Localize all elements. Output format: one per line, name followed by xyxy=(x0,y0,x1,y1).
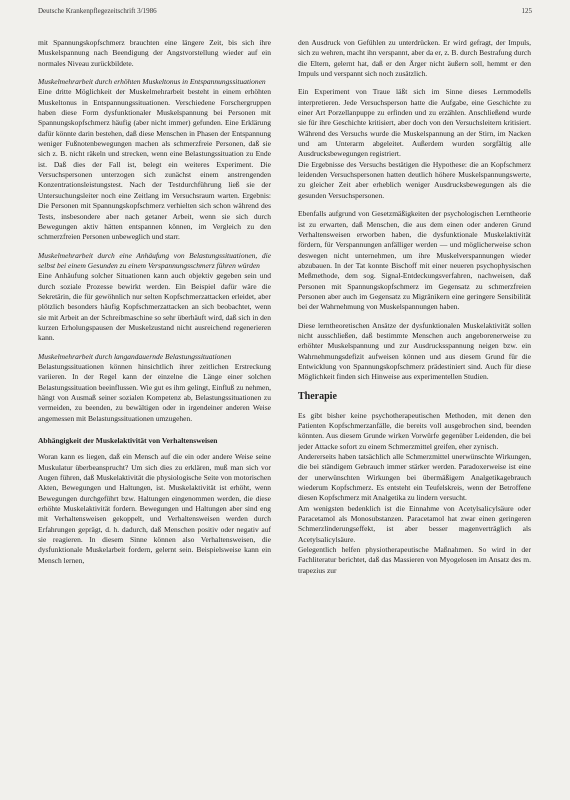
paragraph-gap xyxy=(298,313,531,321)
subheading: Muskelmehrarbeit durch langandauernde Belastungssituationen xyxy=(38,351,232,361)
paragraph-gap xyxy=(298,79,531,87)
section-title: Therapie xyxy=(298,390,337,402)
subheading: Muskelmehrarbeit durch eine Anhäufung von Belastungssituationen, die selbst bei einem Gesunden zu einem Verspannungsschmerz führen würden xyxy=(38,250,271,270)
paragraph-gap xyxy=(38,344,271,352)
body-paragraph: Die Ergebnisse des Versuchs bestätigen die Hypothese: die an Kopfschmerz leidenden Versuchspersonen hatten deutlich höhere Muskelspannungswerte, zu gleicher Zeit aber erheblich weniger Ausdrucksbewegungen als die gesunden Versuchspersonen. xyxy=(298,159,531,200)
journal-title: Deutsche Krankenpflegezeitschrift 3/1986 xyxy=(38,7,157,15)
section-heading: Abhängigkeit der Muskelaktivität von Verhaltensweisen xyxy=(38,436,218,446)
paragraph-gap xyxy=(38,243,271,251)
running-head xyxy=(38,7,532,15)
paragraph-gap xyxy=(38,69,271,77)
body-paragraph: Gelegentlich helfen physiotherapeutische Maßnahmen. So wird in der Fachliteratur berichtet, daß das Massieren von Myogelosen im Ansatz des m. trapezius zur xyxy=(298,545,531,575)
body-paragraph: Belastungssituationen können hinsichtlich ihrer zeitlichen Erstreckung variieren. In der Regel kann der einzelne die Länge einer solchen Belastungssituation beeinflussen. Wie gut es ihm gelingt, Einfluß zu nehmen, hängt von Ausmaß seiner sozialen Kompetenz ab, Belastungssituationen zu vermeiden, zu beenden, zu bewältigen oder in irgendeiner anderen Weise angemessen mit Belastungssituationen umzugehen. xyxy=(38,361,271,423)
subheading: Muskelmehrarbeit durch erhöhten Muskeltonus in Entspannungssituationen xyxy=(38,77,266,87)
body-paragraph: Eine Anhäufung solcher Situationen kann auch objektiv gegeben sein und durch soziale Prozesse bewirkt werden. Ein Beispiel dafür wäre die Sekretärin, die für gewöhnlich nur selten Kopfschmerzattacken erleidet, aber plötzlich besonders häufig Kopfschmerzattacken an sich beobachtet, wenn sie mit Arbeit an der Schreibmaschine so sehr überhäuft wird, daß sich in den kurzen Erholungspausen der Muskelzustand nicht ausreichend regenerieren kann. xyxy=(38,271,271,343)
body-paragraph: Andererseits haben tatsächlich alle Schmerzmittel unerwünschte Wirkungen, die bei ständigem Gebrauch immer stärker werden. Paradoxerweise ist eine der unerwünschten Wirkungen bei übermäßigem Analgetikagebrauch wiederum Kopfschmerz. Es entsteht ein Teufelskreis, wenn der Betroffene diesen Kopfschmerz mit Analgetika zu lindern versucht. xyxy=(298,452,531,503)
body-paragraph: Ein Experiment von Traue läßt sich im Sinne dieses Lernmodells interpretieren. Jede Versuchsperson hatte die Aufgabe, eine Geschichte zu einer Art Porzellanpuppe zu erfinden und zu erzählen. Anschließend wurde sie für ihre Geschichte kritisiert, aber doch von den Versuchsleitern kritisiert. Während des Versuchs wurde die Muskelspannung an der Stirn, im Nacken und am Unterarm abgeleitet. Außerdem wurden sorgfältig alle Ausdrucksbewegungen registriert. xyxy=(298,87,531,159)
body-paragraph: Es gibt bisher keine psychotherapeutischen Methoden, mit denen den Patienten Kopfschmerzanfälle, die bereits voll ausgebrochen sind, beenden könnten. Aus diesem Grunde wirken Vorwürfe gegenüber Leidenden, die bei jeder Attacke sofort zu einem Schmerzmittel greifen, eher zynisch. xyxy=(298,410,531,451)
body-paragraph: Woran kann es liegen, daß ein Mensch auf die ein oder andere Weise seine Muskulatur überbeansprucht? Um sich dies zu erklären, muß man sich vor Augen führen, daß Muskelaktivität die physiologische Seite von motorischen Akten, Bewegungen und Haltungen, ist. Muskelaktivität ist erhöht, wenn Bewegungen durchgeführt bzw. Haltungen eingenommen werden, die diese erhöhte Muskelaktivität fordern. Bewegungen und Haltungen aber sind eng mit Verhaltensweisen gekoppelt, und Verhaltensweisen werden durch Erfahrungen geprägt, d. h. dadurch, daß Menschen positiv oder negativ auf sie reagieren. In diesem Sinne können also Verhaltensweisen, die dysfunktionale Muskelarbeit fordern, gelernt sein. Beispielsweise kann ein Mensch lernen, xyxy=(38,452,271,565)
body-paragraph: Am wenigsten bedenklich ist die Einnahme von Acetylsalicylsäure oder Paracetamol als Monosubstanzen. Paracetamol hat zwar einen geringeren Schmerzlinderungseffekt, ist aber besser magenverträglich als Acetylsalicylsäure. xyxy=(298,503,531,544)
body-paragraph: Diese lerntheoretischen Ansätze der dysfunktionalen Muskelaktivität sollen nicht ausschließen, daß bestimmte Menschen auch angeborenerweise zu erhöhter Muskelspannung und zur Ausdrucksspannung neigen bzw. ein Wahrnehmungsdefizit aufweisen können und aus diesem Grund für die Entwicklung von Spannungskopfschmerz prädestiniert sind. Auch für diese Möglichkeit finden sich Hinweise aus experimentellen Studien. xyxy=(298,320,531,382)
body-paragraph: Ebenfalls aufgrund von Gesetzmäßigkeiten der psychologischen Lerntheorie ist zu erwarten, daß Menschen, die aus dem einen oder anderen Grund Verhaltensweisen erworben haben, die dysfunktionale Muskelaktivität fördern, für Verspannungen anfälliger werden — und möglicherweise schon deswegen nicht unternehmen, um ihre Muskelverspannungen wieder abzubauen. In der Tat konnte Bischoff mit einer neueren psychophysischen Meßmethode, dem sog. Signal-Entdeckungsverfahren, nachweisen, daß Personen mit Spannungskopfschmerz im Gegensatz zu schmerzfreien Personen aber auch im Gegensatz zu Migränikern eine geringere Sensibilität bei der Wahrnehmung von Muskelspannungen haben. xyxy=(298,209,531,312)
body-paragraph: mit Spannungskopfschmerz brauchten eine längere Zeit, bis sich ihre Muskelspannung nach Beendigung der Angstvorstellung wieder auf ein normales Niveau zurückbildete. xyxy=(38,38,271,68)
body-paragraph: den Ausdruck von Gefühlen zu unterdrücken. Er wird gefragt, der Impuls, sich zu wehren, macht ihn verspannt, aber da er, z. B. durch Bestrafung durch die Eltern, gelernt hat, daß er den Ärger nicht äußern soll, hemmt er den Impuls und verspannt sich noch zusätzlich. xyxy=(298,38,531,79)
right-column xyxy=(298,38,531,798)
paragraph-gap xyxy=(38,424,271,432)
body-paragraph: Eine dritte Möglichkeit der Muskelmehrarbeit besteht in einem erhöhten Muskeltonus in Entspannungssituationen. Verschiedene Forschergruppen haben diese Form dysfunktionaler Muskelspannung bei Personen mit Spannungskopfschmerz häufig (aber nicht immer) gefunden. Eine Erklärung dafür könnte darin bestehen, daß diese Menschen in Phasen der Entspannung weniger Fußnotenbewegungen machen als schmerzfreie Personen, daß sie sich z. B. nicht räkeln und strecken, wenn eine Belastungssituation zu Ende ist. Daß dies der Fall ist, belegt ein weiteres Experiment. Die Versuchspersonen unterzogen sich zunächst einem anstrengenden Konzentrationsleistungstest. Nach der Testdurchführung ließ sie der Untersuchungsleiter noch eine Zeitlang im Versuchsraum warten. Ergebnis: Die Personen mit Spannungskopfschmerz verhielten sich schon während des Tests, insbesondere aber nach getaner Arbeit, wenn sie sich durch Bewegungen aktiv hätten entspannen können, im Vergleich zu den schmerzfreien Personen unbeweglich und starr. xyxy=(38,87,271,242)
page-number: 125 xyxy=(521,7,532,15)
left-column xyxy=(38,38,271,798)
paragraph-gap xyxy=(298,201,531,209)
